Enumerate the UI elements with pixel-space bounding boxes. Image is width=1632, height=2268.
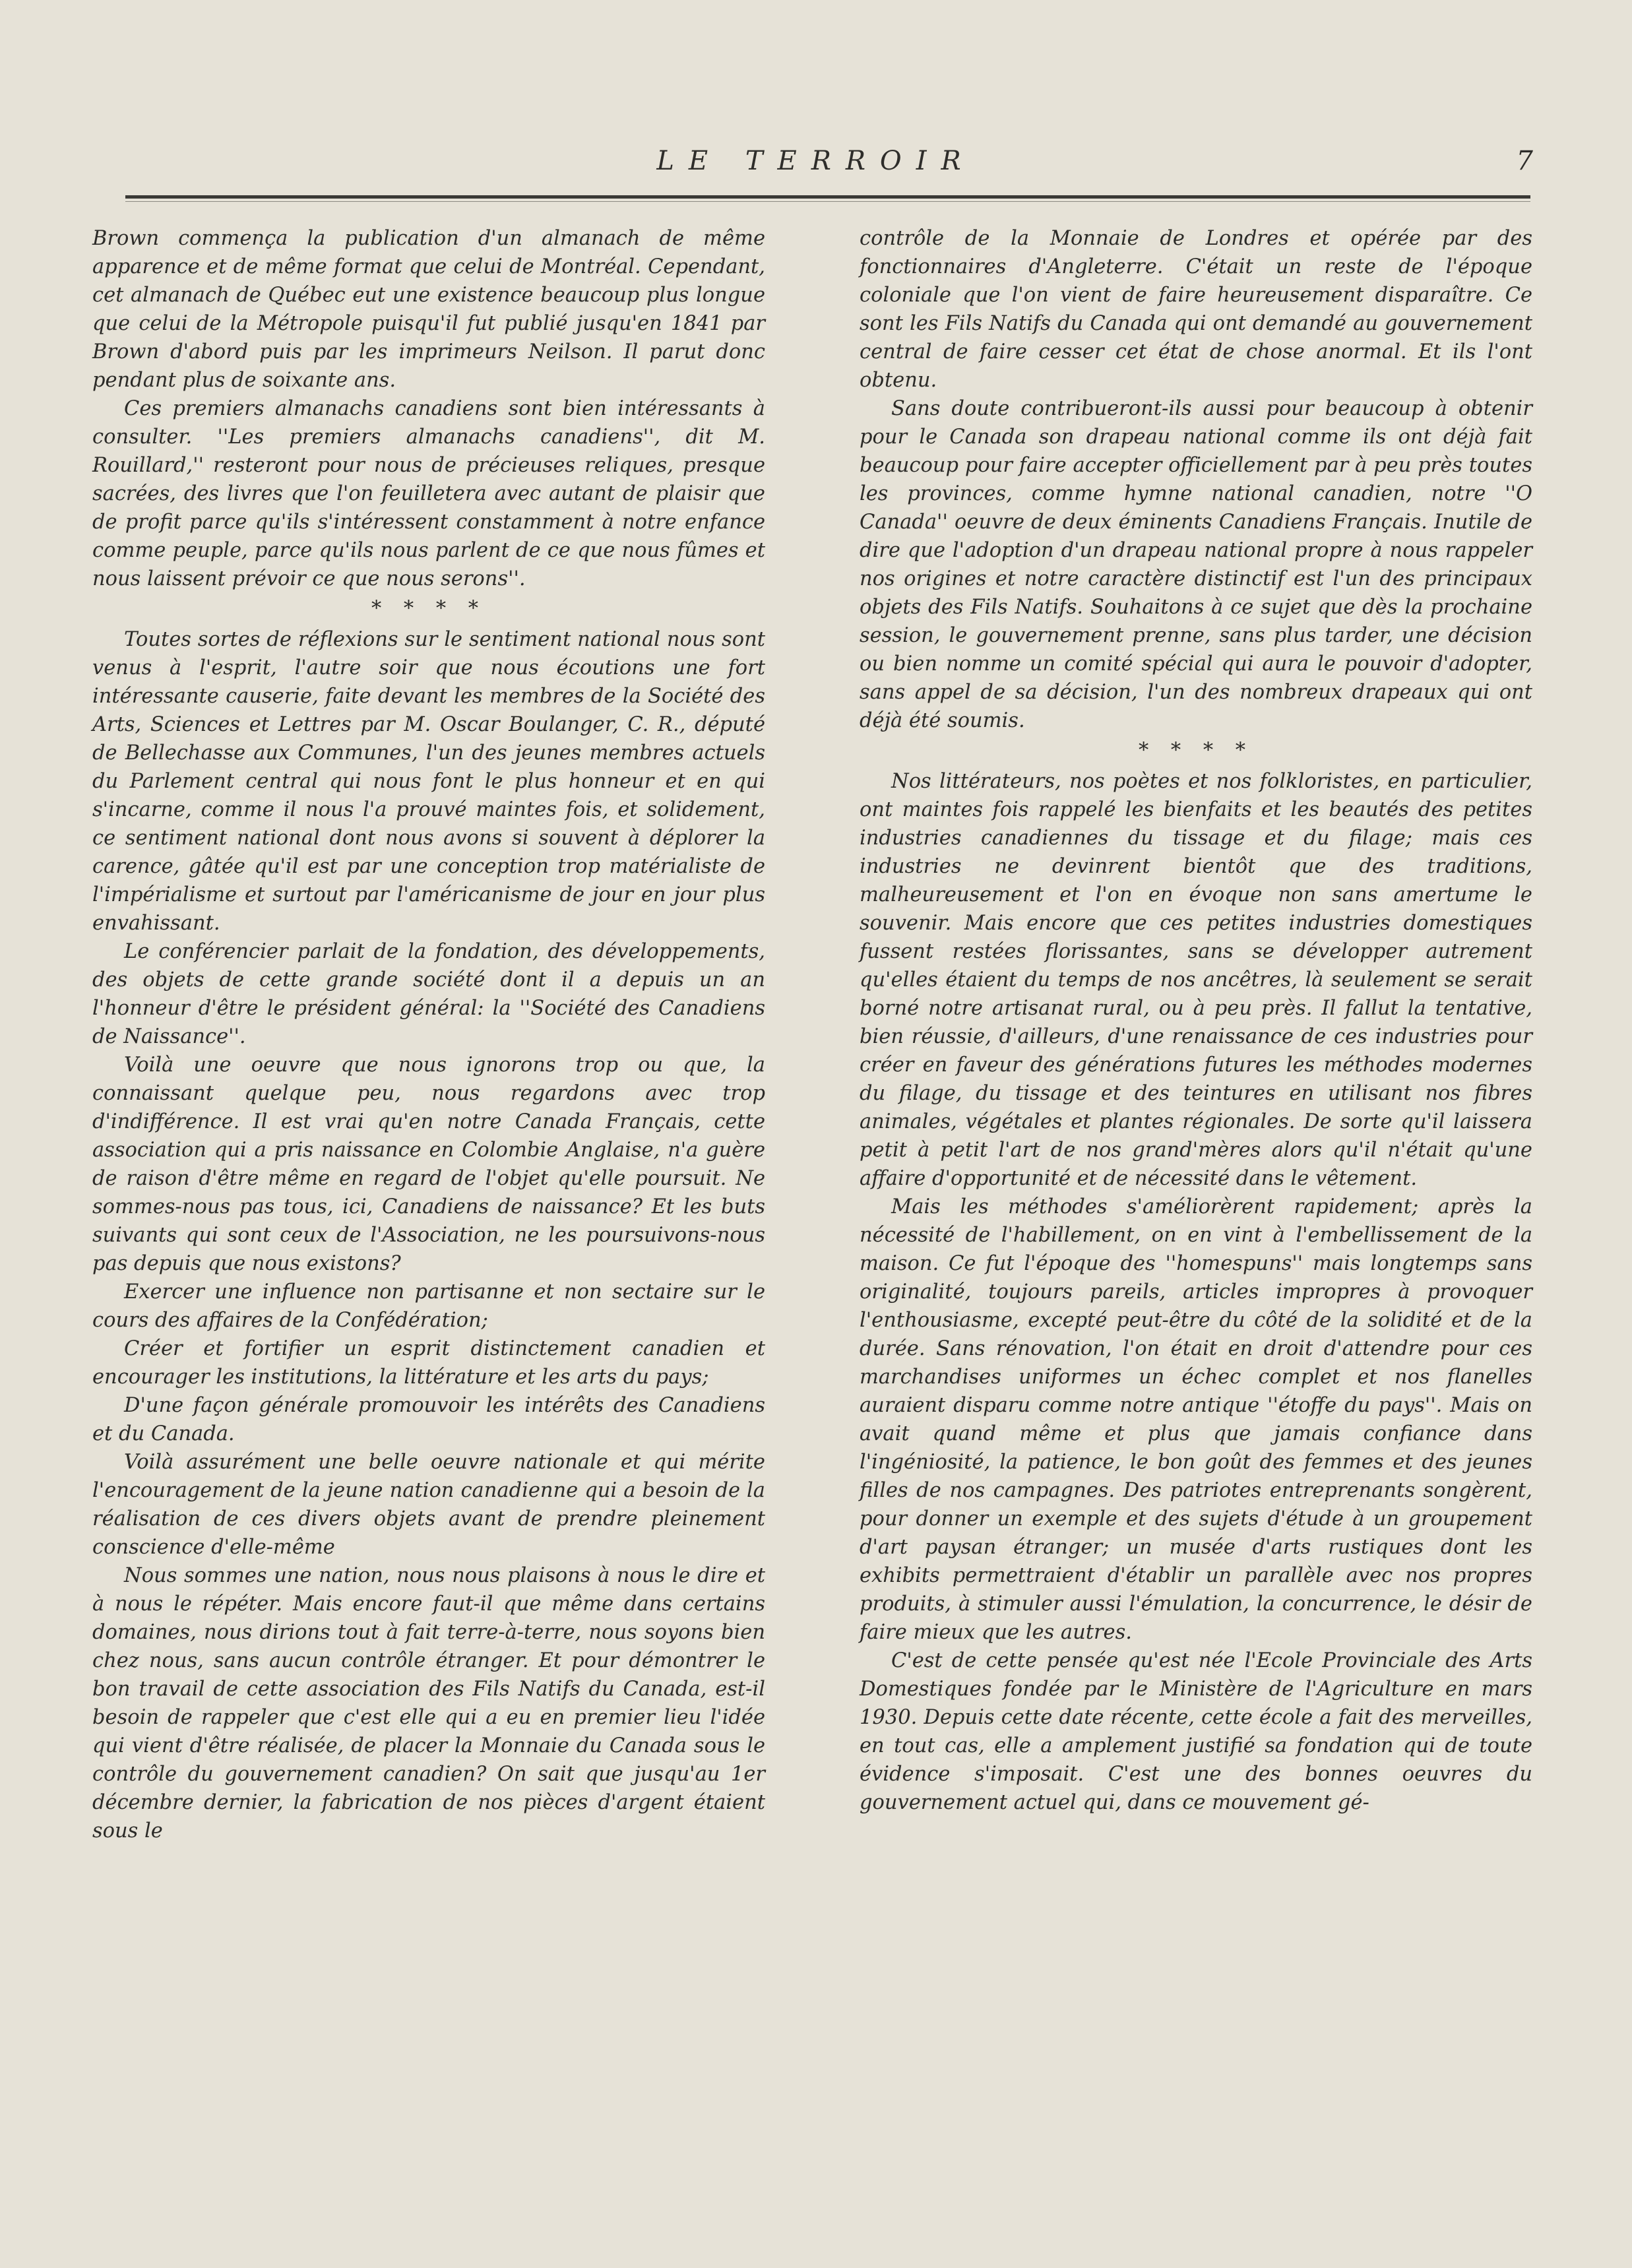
paragraph: Voilà assurément une belle oeuvre nationale et qui mérite l'encouragement de la jeune nation canadienne qui a besoin de la réalisation de ces divers objets avant de prendre pleinement conscience d'elle-même — [92, 1451, 765, 1559]
journal-title: LE TERROIR — [656, 146, 976, 176]
left-column — [92, 224, 765, 1845]
header-rule-thin — [125, 201, 1530, 202]
paragraph: Brown commença la publication d'un almanach de même apparence et de même format que celui de Montréal. Cependant, cet almanach de Québec eut une existence beaucoup plus longue que celui de la Métropole puisqu'il fut publié jusqu'en 1841 par Brown d'abord puis par les imprimeurs Neilson. Il parut donc pendant plus de soixante ans. — [92, 227, 765, 392]
paragraph: Exercer une influence non partisanne et non sectaire sur le cours des affaires de la Confédération; — [92, 1280, 765, 1332]
section-separator: * * * * — [371, 597, 487, 620]
paragraph: C'est de cette pensée qu'est née l'Ecole Provinciale des Arts Domestiques fondée par le Ministère de l'Agriculture en mars 1930. Depuis cette date récente, cette école a fait des merveilles, en tout cas, elle a amplement justifié sa fondation qui de toute évidence s'imposait. C'est une des bonnes oeuvres du gouvernement actuel qui, dans ce mouvement gé- — [860, 1649, 1532, 1814]
running-header — [0, 142, 1632, 181]
paragraph: Toutes sortes de réflexions sur le sentiment national nous sont venus à l'esprit, l'autre soir que nous écoutions une fort intéressante causerie, faite devant les membres de la Société des Arts, Sciences et Lettres par M. Oscar Boulanger, C. R., député de Bellechasse aux Communes, l'un des jeunes membres actuels du Parlement central qui nous font le plus honneur et en qui s'incarne, comme il nous l'a prouvé maintes fois, et solidement, ce sentiment national dont nous avons si souvent à déplorer la carence, gâtée qu'il est par une conception trop matérialiste de l'impérialisme et surtout par l'américanisme de jour en jour plus envahissant. — [92, 628, 765, 935]
header-rule — [125, 195, 1530, 199]
paragraph: Nous sommes une nation, nous nous plaisons à nous le dire et à nous le répéter. Mais encore faut-il que même dans certains domaines, nous dirions tout à fait terre-à-terre, nous soyons bien chez nous, sans aucun contrôle étranger. Et pour démontrer le bon travail de cette association des Fils Natifs du Canada, est-il besoin de rappeler que c'est elle qui a eu en premier lieu l'idée qui vient d'être réalisée, de placer la Monnaie du Canada sous le contrôle du gouvernement canadien? On sait que jusqu'au 1er décembre dernier, la fabrication de nos pièces d'argent étaient sous le — [92, 1564, 765, 1843]
paragraph: Sans doute contribueront-ils aussi pour beaucoup à obtenir pour le Canada son drapeau national comme ils ont déjà fait beaucoup pour faire accepter officiellement par à peu près toutes les provinces, comme hymne national canadien, notre ''O Canada'' oeuvre de deux éminents Canadiens Français. Inutile de dire que l'adoption d'un drapeau national propre à nous rappeler nos origines et notre caractère distinctif est l'un des principaux objets des Fils Natifs. Souhaitons à ce sujet que dès la prochaine session, le gouvernement prenne, sans plus tarder, une décision ou bien nomme un comité spécial qui aura le pouvoir d'adopter, sans appel de sa décision, l'un des nombreux drapeaux qui ont déjà été soumis. — [860, 397, 1532, 732]
section-separator: * * * * — [1138, 739, 1254, 762]
paragraph: Voilà une oeuvre que nous ignorons trop ou que, la connaissant quelque peu, nous regardons avec trop d'indifférence. Il est vrai qu'en notre Canada Français, cette association qui a pris naissance en Colombie Anglaise, n'a guère de raison d'être même en regard de l'objet qu'elle poursuit. Ne sommes-nous pas tous, ici, Canadiens de naissance? Et les buts suivants qui sont ceux de l'Association, ne les poursuivons-nous pas depuis que nous existons? — [92, 1054, 765, 1275]
paragraph: Le conférencier parlait de la fondation, des développements, des objets de cette grande société dont il a depuis un an l'honneur d'être le président général: la ''Société des Canadiens de Naissance''. — [92, 940, 765, 1048]
page-number: 7 — [1516, 146, 1533, 176]
paragraph: Nos littérateurs, nos poètes et nos folkloristes, en particulier, ont maintes fois rappelé les bienfaits et les beautés des petites industries canadiennes du tissage et du filage; mais ces industries ne devinrent bientôt que des traditions, malheureusement et l'on en évoque non sans amertume le souvenir. Mais encore que ces petites industries domestiques fussent restées florissantes, sans se développer autrement qu'elles étaient du temps de nos ancêtres, là seulement se serait borné notre artisanat rural, ou à peu près. Il fallut la tentative, bien réussie, d'ailleurs, d'une renaissance de ces industries pour créer en faveur des générations futures les méthodes modernes du filage, du tissage et des teintures en utilisant nos fibres animales, végétales et plantes régionales. De sorte qu'il laissera petit à petit l'art de nos grand'mères alors qu'il n'était qu'une affaire d'opportunité et de nécessité dans le vêtement. — [860, 770, 1532, 1190]
right-column — [860, 224, 1532, 1817]
paragraph: D'une façon générale promouvoir les intérêts des Canadiens et du Canada. — [92, 1394, 765, 1445]
paragraph: contrôle de la Monnaie de Londres et opérée par des fonctionnaires d'Angleterre. C'était un reste de l'époque coloniale que l'on vient de faire heureusement disparaître. Ce sont les Fils Natifs du Canada qui ont demandé au gouvernement central de faire cesser cet état de chose anormal. Et ils l'ont obtenu. — [860, 227, 1532, 392]
paragraph: Mais les méthodes s'améliorèrent rapidement; après la nécessité de l'habillement, on en vint à l'embellissement de la maison. Ce fut l'époque des ''homespuns'' mais longtemps sans originalité, toujours pareils, articles impropres à provoquer l'enthousiasme, excepté peut-être du côté de la solidité et de la durée. Sans rénovation, l'on était en droit d'attendre pour ces marchandises uniformes un échec complet et nos flanelles auraient disparu comme notre antique ''étoffe du pays''. Mais on avait quand même et plus que jamais confiance dans l'ingéniosité, la patience, le bon goût des femmes et des jeunes filles de nos campagnes. Des patriotes entreprenants songèrent, pour donner un exemple et des sujets d'étude à un groupement d'art paysan étranger; un musée d'arts rustiques dont les exhibits permettraient d'établir un parallèle avec nos propres produits, à stimuler aussi l'émulation, la concurrence, le désir de faire mieux que les autres. — [860, 1195, 1532, 1644]
paragraph: Créer et fortifier un esprit distinctement canadien et encourager les institutions, la littérature et les arts du pays; — [92, 1337, 765, 1389]
paragraph: Ces premiers almanachs canadiens sont bien intéressants à consulter. ''Les premiers almanachs canadiens'', dit M. Rouillard,'' resteront pour nous de précieuses reliques, presque sacrées, des livres que l'on feuilletera avec autant de plaisir que de profit parce qu'ils s'intéressent constamment à notre enfance comme peuple, parce qu'ils nous parlent de ce que nous fûmes et nous laissent prévoir ce que nous serons''. — [92, 397, 765, 590]
